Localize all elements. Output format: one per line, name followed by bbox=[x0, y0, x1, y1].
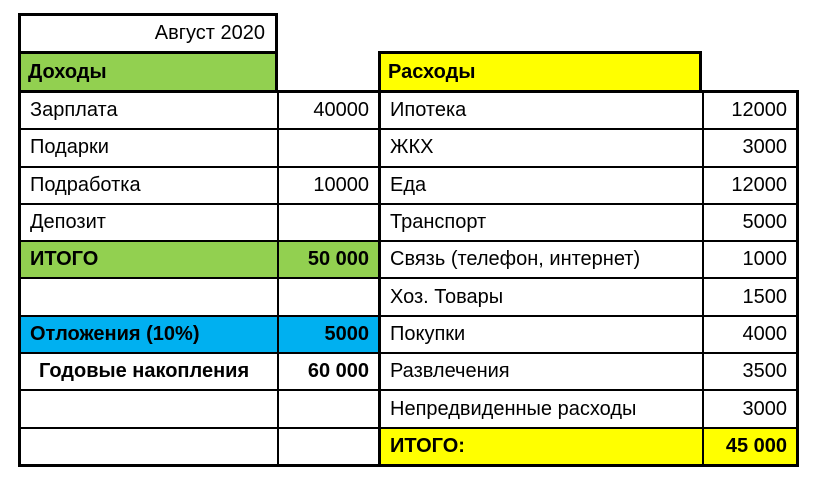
row-label-cell[interactable]: ЖКХ bbox=[390, 136, 434, 159]
row-value-cell[interactable] bbox=[277, 279, 378, 314]
row-value-cell[interactable]: 40000 bbox=[277, 93, 378, 128]
row-label-cell[interactable]: ИТОГО bbox=[30, 248, 99, 271]
table-row bbox=[381, 389, 796, 426]
row-value-cell[interactable]: 60 000 bbox=[277, 354, 378, 389]
row-value-cell[interactable] bbox=[277, 391, 378, 426]
table-row bbox=[381, 427, 796, 464]
row-value-cell[interactable] bbox=[277, 130, 378, 165]
row-value-cell[interactable]: 3500 bbox=[702, 354, 796, 389]
row-value-cell[interactable]: 5000 bbox=[277, 317, 378, 352]
row-value-cell[interactable]: 4000 bbox=[702, 317, 796, 352]
row-label-cell[interactable]: Покупки bbox=[390, 322, 466, 345]
income-table bbox=[18, 90, 378, 467]
row-label-cell[interactable] bbox=[21, 391, 277, 426]
table-row bbox=[21, 352, 378, 389]
row-value-cell[interactable]: 12000 bbox=[702, 93, 796, 128]
row-label-cell[interactable]: Зарплата bbox=[30, 99, 118, 122]
row-label-cell[interactable]: Непредвиденные расходы bbox=[390, 397, 637, 420]
row-value-cell[interactable] bbox=[277, 429, 378, 464]
row-value-cell[interactable] bbox=[277, 205, 378, 240]
income-header-cell[interactable]: Доходы bbox=[18, 51, 278, 90]
row-label-cell[interactable]: Еда bbox=[390, 173, 427, 196]
table-row bbox=[381, 166, 796, 203]
table-row bbox=[381, 315, 796, 352]
expenses-table bbox=[378, 90, 799, 467]
table-row bbox=[21, 166, 378, 203]
table-row bbox=[381, 240, 796, 277]
month-header-cell[interactable]: Август 2020 bbox=[18, 13, 278, 51]
table-row bbox=[21, 277, 378, 314]
row-value-cell[interactable]: 45 000 bbox=[702, 429, 796, 464]
row-value-cell[interactable]: 12000 bbox=[702, 168, 796, 203]
table-row bbox=[381, 128, 796, 165]
table-row bbox=[21, 389, 378, 426]
row-label-cell[interactable]: ИТОГО: bbox=[390, 434, 465, 457]
table-row bbox=[21, 240, 378, 277]
row-label-cell[interactable]: Связь (телефон, интернет) bbox=[390, 248, 641, 271]
row-label-cell[interactable]: Отложения (10%) bbox=[30, 322, 200, 345]
row-value-cell[interactable]: 3000 bbox=[702, 130, 796, 165]
expenses-header-cell[interactable]: Расходы bbox=[378, 51, 702, 90]
row-value-cell[interactable]: 5000 bbox=[702, 205, 796, 240]
row-label-cell[interactable]: Годовые накопления bbox=[39, 360, 250, 383]
row-label-cell[interactable] bbox=[21, 279, 277, 314]
table-row bbox=[381, 277, 796, 314]
row-value-cell[interactable]: 50 000 bbox=[277, 242, 378, 277]
row-label-cell[interactable]: Развлечения bbox=[390, 360, 510, 383]
row-label-cell[interactable]: Депозит bbox=[30, 211, 106, 234]
row-value-cell[interactable]: 1500 bbox=[702, 279, 796, 314]
row-value-cell[interactable]: 10000 bbox=[277, 168, 378, 203]
table-row bbox=[381, 203, 796, 240]
row-value-cell[interactable]: 3000 bbox=[702, 391, 796, 426]
row-label-cell[interactable]: Подарки bbox=[30, 136, 109, 159]
table-row bbox=[21, 427, 378, 464]
table-row bbox=[21, 128, 378, 165]
row-value-cell[interactable]: 1000 bbox=[702, 242, 796, 277]
table-row bbox=[21, 203, 378, 240]
row-label-cell[interactable]: Хоз. Товары bbox=[390, 285, 504, 308]
table-row bbox=[21, 93, 378, 128]
row-label-cell[interactable]: Подработка bbox=[30, 173, 141, 196]
row-label-cell[interactable]: Ипотека bbox=[390, 99, 467, 122]
table-row bbox=[21, 315, 378, 352]
row-label-cell[interactable] bbox=[21, 429, 277, 464]
table-row bbox=[381, 93, 796, 128]
table-row bbox=[381, 352, 796, 389]
row-label-cell[interactable]: Транспорт bbox=[390, 211, 487, 234]
